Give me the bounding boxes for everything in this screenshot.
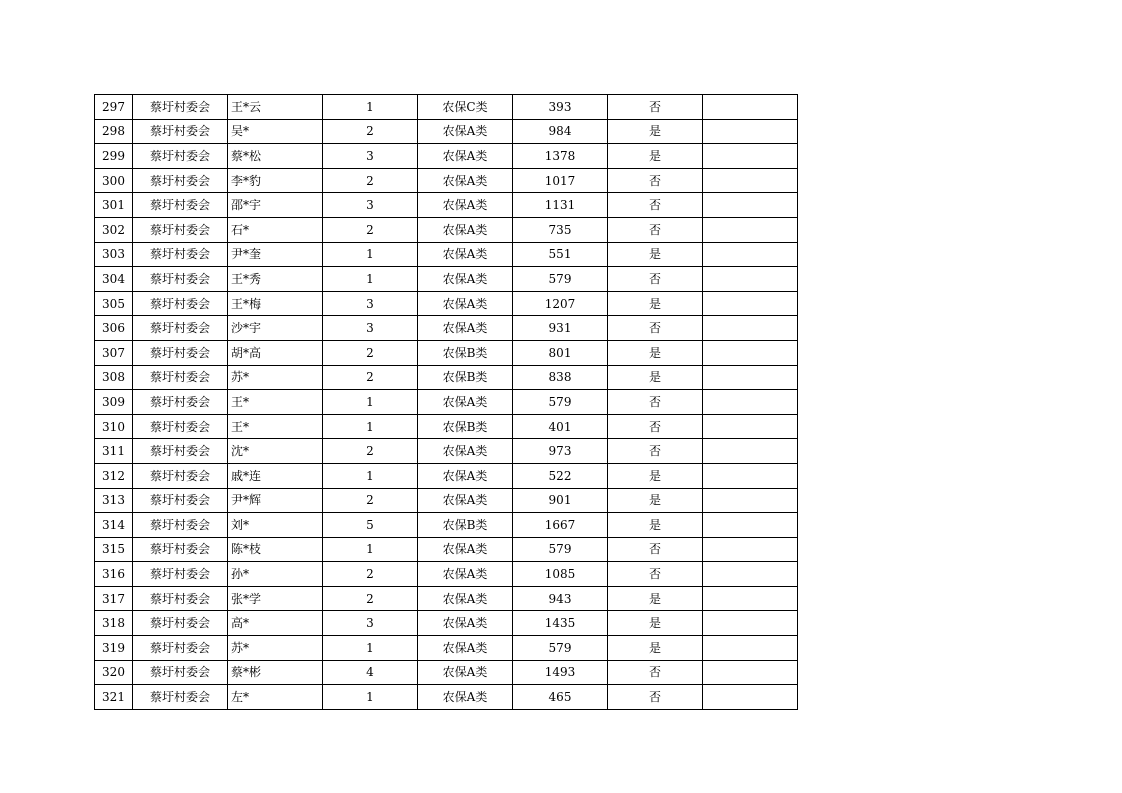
table-row <box>95 390 798 415</box>
amount-cell: 973 <box>513 439 608 464</box>
row-number-cell: 299 <box>95 144 133 169</box>
amount-cell: 943 <box>513 586 608 611</box>
count-cell: 1 <box>323 537 418 562</box>
category-cell: 农保A类 <box>418 291 513 316</box>
status-cell: 是 <box>608 636 703 661</box>
row-number-cell: 298 <box>95 119 133 144</box>
count-cell: 3 <box>323 291 418 316</box>
status-cell: 是 <box>608 340 703 365</box>
note-cell <box>703 513 798 538</box>
status-cell: 否 <box>608 660 703 685</box>
row-number-cell: 297 <box>95 95 133 120</box>
table-row <box>95 316 798 341</box>
table-body <box>95 95 798 710</box>
village-cell: 蔡圩村委会 <box>133 291 228 316</box>
village-cell: 蔡圩村委会 <box>133 144 228 169</box>
village-cell: 蔡圩村委会 <box>133 414 228 439</box>
status-cell: 否 <box>608 267 703 292</box>
row-number-cell: 317 <box>95 586 133 611</box>
amount-cell: 1667 <box>513 513 608 538</box>
table-row <box>95 537 798 562</box>
name-cell: 沙*宇 <box>228 316 323 341</box>
amount-cell: 1085 <box>513 562 608 587</box>
village-cell: 蔡圩村委会 <box>133 119 228 144</box>
village-cell: 蔡圩村委会 <box>133 193 228 218</box>
village-cell: 蔡圩村委会 <box>133 488 228 513</box>
note-cell <box>703 340 798 365</box>
status-cell: 否 <box>608 95 703 120</box>
row-number-cell: 304 <box>95 267 133 292</box>
count-cell: 1 <box>323 685 418 710</box>
village-cell: 蔡圩村委会 <box>133 267 228 292</box>
table-row <box>95 144 798 169</box>
status-cell: 是 <box>608 488 703 513</box>
count-cell: 2 <box>323 562 418 587</box>
status-cell: 否 <box>608 390 703 415</box>
village-cell: 蔡圩村委会 <box>133 242 228 267</box>
amount-cell: 465 <box>513 685 608 710</box>
row-number-cell: 321 <box>95 685 133 710</box>
name-cell: 尹*辉 <box>228 488 323 513</box>
row-number-cell: 301 <box>95 193 133 218</box>
note-cell <box>703 611 798 636</box>
category-cell: 农保B类 <box>418 513 513 538</box>
count-cell: 2 <box>323 488 418 513</box>
name-cell: 蔡*彬 <box>228 660 323 685</box>
note-cell <box>703 217 798 242</box>
name-cell: 高* <box>228 611 323 636</box>
note-cell <box>703 242 798 267</box>
village-cell: 蔡圩村委会 <box>133 365 228 390</box>
note-cell <box>703 414 798 439</box>
village-cell: 蔡圩村委会 <box>133 168 228 193</box>
name-cell: 胡*高 <box>228 340 323 365</box>
count-cell: 1 <box>323 390 418 415</box>
category-cell: 农保A类 <box>418 439 513 464</box>
row-number-cell: 315 <box>95 537 133 562</box>
amount-cell: 1435 <box>513 611 608 636</box>
village-cell: 蔡圩村委会 <box>133 439 228 464</box>
note-cell <box>703 439 798 464</box>
amount-cell: 579 <box>513 390 608 415</box>
category-cell: 农保A类 <box>418 316 513 341</box>
data-table <box>94 94 798 710</box>
status-cell: 否 <box>608 193 703 218</box>
village-cell: 蔡圩村委会 <box>133 95 228 120</box>
name-cell: 刘* <box>228 513 323 538</box>
row-number-cell: 311 <box>95 439 133 464</box>
row-number-cell: 320 <box>95 660 133 685</box>
category-cell: 农保A类 <box>418 217 513 242</box>
count-cell: 5 <box>323 513 418 538</box>
count-cell: 2 <box>323 439 418 464</box>
status-cell: 是 <box>608 463 703 488</box>
name-cell: 张*学 <box>228 586 323 611</box>
count-cell: 1 <box>323 95 418 120</box>
note-cell <box>703 95 798 120</box>
name-cell: 李*豹 <box>228 168 323 193</box>
category-cell: 农保A类 <box>418 636 513 661</box>
category-cell: 农保A类 <box>418 242 513 267</box>
status-cell: 是 <box>608 119 703 144</box>
note-cell <box>703 685 798 710</box>
table-row <box>95 611 798 636</box>
status-cell: 否 <box>608 414 703 439</box>
category-cell: 农保B类 <box>418 414 513 439</box>
table-row <box>95 291 798 316</box>
count-cell: 2 <box>323 340 418 365</box>
count-cell: 1 <box>323 463 418 488</box>
category-cell: 农保B类 <box>418 365 513 390</box>
amount-cell: 901 <box>513 488 608 513</box>
count-cell: 2 <box>323 217 418 242</box>
category-cell: 农保A类 <box>418 537 513 562</box>
name-cell: 苏* <box>228 636 323 661</box>
status-cell: 是 <box>608 144 703 169</box>
row-number-cell: 313 <box>95 488 133 513</box>
amount-cell: 1017 <box>513 168 608 193</box>
table-row <box>95 488 798 513</box>
amount-cell: 838 <box>513 365 608 390</box>
village-cell: 蔡圩村委会 <box>133 611 228 636</box>
table-row <box>95 217 798 242</box>
note-cell <box>703 660 798 685</box>
village-cell: 蔡圩村委会 <box>133 463 228 488</box>
row-number-cell: 307 <box>95 340 133 365</box>
name-cell: 吴* <box>228 119 323 144</box>
status-cell: 否 <box>608 217 703 242</box>
table-row <box>95 414 798 439</box>
category-cell: 农保C类 <box>418 95 513 120</box>
count-cell: 3 <box>323 316 418 341</box>
count-cell: 3 <box>323 611 418 636</box>
status-cell: 否 <box>608 316 703 341</box>
category-cell: 农保A类 <box>418 267 513 292</box>
count-cell: 4 <box>323 660 418 685</box>
table-row <box>95 636 798 661</box>
row-number-cell: 306 <box>95 316 133 341</box>
category-cell: 农保A类 <box>418 390 513 415</box>
name-cell: 孙* <box>228 562 323 587</box>
village-cell: 蔡圩村委会 <box>133 660 228 685</box>
note-cell <box>703 144 798 169</box>
table-row <box>95 193 798 218</box>
note-cell <box>703 193 798 218</box>
amount-cell: 579 <box>513 267 608 292</box>
amount-cell: 401 <box>513 414 608 439</box>
status-cell: 是 <box>608 365 703 390</box>
row-number-cell: 305 <box>95 291 133 316</box>
note-cell <box>703 537 798 562</box>
name-cell: 王*秀 <box>228 267 323 292</box>
count-cell: 2 <box>323 365 418 390</box>
category-cell: 农保B类 <box>418 340 513 365</box>
amount-cell: 801 <box>513 340 608 365</box>
note-cell <box>703 316 798 341</box>
village-cell: 蔡圩村委会 <box>133 513 228 538</box>
status-cell: 是 <box>608 291 703 316</box>
note-cell <box>703 390 798 415</box>
row-number-cell: 319 <box>95 636 133 661</box>
table-row <box>95 340 798 365</box>
amount-cell: 579 <box>513 537 608 562</box>
status-cell: 是 <box>608 586 703 611</box>
name-cell: 石* <box>228 217 323 242</box>
table-row <box>95 168 798 193</box>
village-cell: 蔡圩村委会 <box>133 390 228 415</box>
count-cell: 2 <box>323 586 418 611</box>
village-cell: 蔡圩村委会 <box>133 586 228 611</box>
table-row <box>95 119 798 144</box>
amount-cell: 522 <box>513 463 608 488</box>
name-cell: 王*云 <box>228 95 323 120</box>
note-cell <box>703 586 798 611</box>
count-cell: 2 <box>323 168 418 193</box>
name-cell: 尹*奎 <box>228 242 323 267</box>
count-cell: 2 <box>323 119 418 144</box>
status-cell: 是 <box>608 513 703 538</box>
category-cell: 农保A类 <box>418 685 513 710</box>
name-cell: 王* <box>228 414 323 439</box>
name-cell: 戚*连 <box>228 463 323 488</box>
category-cell: 农保A类 <box>418 488 513 513</box>
category-cell: 农保A类 <box>418 193 513 218</box>
row-number-cell: 310 <box>95 414 133 439</box>
name-cell: 沈* <box>228 439 323 464</box>
category-cell: 农保A类 <box>418 611 513 636</box>
table-row <box>95 95 798 120</box>
village-cell: 蔡圩村委会 <box>133 217 228 242</box>
amount-cell: 1493 <box>513 660 608 685</box>
category-cell: 农保A类 <box>418 562 513 587</box>
count-cell: 1 <box>323 636 418 661</box>
name-cell: 苏* <box>228 365 323 390</box>
name-cell: 蔡*松 <box>228 144 323 169</box>
village-cell: 蔡圩村委会 <box>133 562 228 587</box>
count-cell: 1 <box>323 242 418 267</box>
amount-cell: 551 <box>513 242 608 267</box>
note-cell <box>703 291 798 316</box>
status-cell: 否 <box>608 537 703 562</box>
village-cell: 蔡圩村委会 <box>133 636 228 661</box>
category-cell: 农保A类 <box>418 660 513 685</box>
name-cell: 邵*宇 <box>228 193 323 218</box>
amount-cell: 1378 <box>513 144 608 169</box>
table-row <box>95 463 798 488</box>
row-number-cell: 318 <box>95 611 133 636</box>
row-number-cell: 309 <box>95 390 133 415</box>
status-cell: 否 <box>608 439 703 464</box>
category-cell: 农保A类 <box>418 119 513 144</box>
table-row <box>95 586 798 611</box>
table-row <box>95 660 798 685</box>
note-cell <box>703 488 798 513</box>
amount-cell: 579 <box>513 636 608 661</box>
table-row <box>95 267 798 292</box>
note-cell <box>703 636 798 661</box>
note-cell <box>703 463 798 488</box>
village-cell: 蔡圩村委会 <box>133 685 228 710</box>
count-cell: 1 <box>323 267 418 292</box>
count-cell: 3 <box>323 144 418 169</box>
status-cell: 否 <box>608 685 703 710</box>
note-cell <box>703 119 798 144</box>
note-cell <box>703 168 798 193</box>
status-cell: 否 <box>608 562 703 587</box>
amount-cell: 393 <box>513 95 608 120</box>
amount-cell: 735 <box>513 217 608 242</box>
status-cell: 是 <box>608 242 703 267</box>
row-number-cell: 302 <box>95 217 133 242</box>
table-row <box>95 513 798 538</box>
amount-cell: 1207 <box>513 291 608 316</box>
table-row <box>95 439 798 464</box>
status-cell: 是 <box>608 611 703 636</box>
count-cell: 1 <box>323 414 418 439</box>
village-cell: 蔡圩村委会 <box>133 340 228 365</box>
category-cell: 农保A类 <box>418 586 513 611</box>
village-cell: 蔡圩村委会 <box>133 537 228 562</box>
name-cell: 左* <box>228 685 323 710</box>
note-cell <box>703 267 798 292</box>
note-cell <box>703 365 798 390</box>
category-cell: 农保A类 <box>418 463 513 488</box>
category-cell: 农保A类 <box>418 168 513 193</box>
row-number-cell: 314 <box>95 513 133 538</box>
table-row <box>95 365 798 390</box>
row-number-cell: 308 <box>95 365 133 390</box>
row-number-cell: 300 <box>95 168 133 193</box>
category-cell: 农保A类 <box>418 144 513 169</box>
amount-cell: 1131 <box>513 193 608 218</box>
name-cell: 王* <box>228 390 323 415</box>
name-cell: 陈*枝 <box>228 537 323 562</box>
table-row <box>95 562 798 587</box>
row-number-cell: 312 <box>95 463 133 488</box>
row-number-cell: 303 <box>95 242 133 267</box>
table-row <box>95 242 798 267</box>
count-cell: 3 <box>323 193 418 218</box>
row-number-cell: 316 <box>95 562 133 587</box>
table-row <box>95 685 798 710</box>
amount-cell: 984 <box>513 119 608 144</box>
note-cell <box>703 562 798 587</box>
amount-cell: 931 <box>513 316 608 341</box>
name-cell: 王*梅 <box>228 291 323 316</box>
status-cell: 否 <box>608 168 703 193</box>
village-cell: 蔡圩村委会 <box>133 316 228 341</box>
